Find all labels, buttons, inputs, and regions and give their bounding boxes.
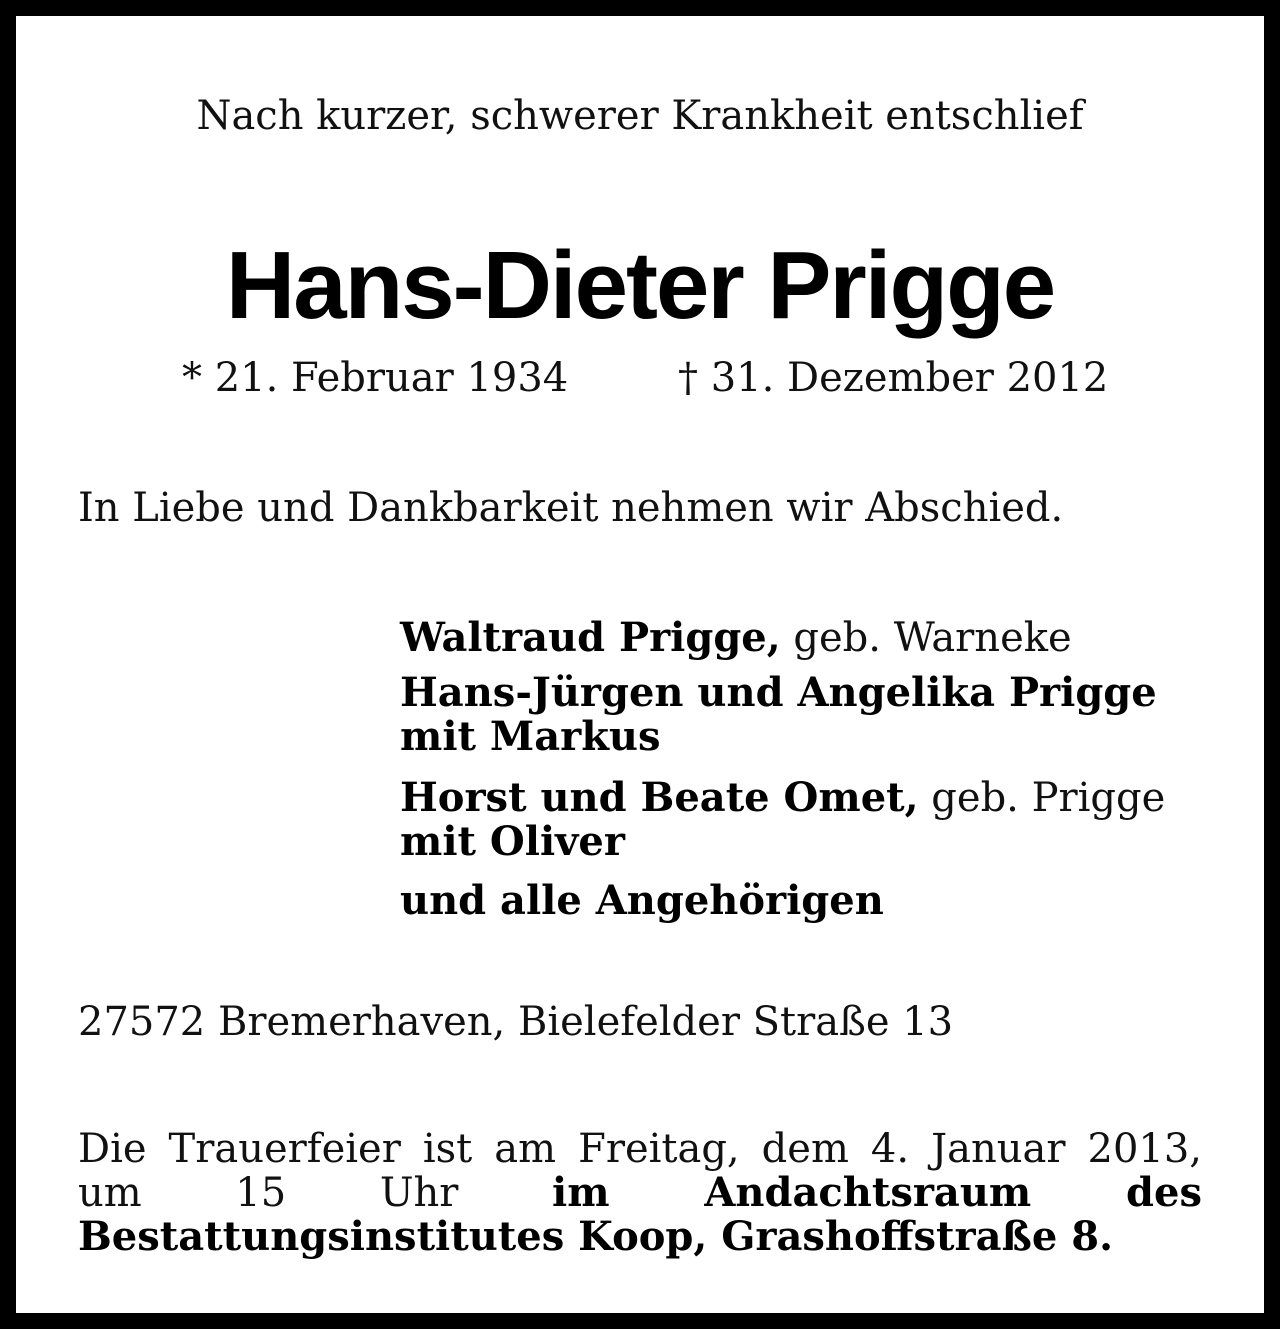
family-member-2-child bbox=[400, 714, 661, 760]
farewell-text: In Liebe und Dankbarkeit nehmen wir Abschied. bbox=[78, 485, 1064, 531]
family-member-3-child bbox=[400, 819, 625, 865]
intro-text: Nach kurzer, schwerer Krankheit entschlief bbox=[196, 93, 1084, 139]
address: 27572 Bremerhaven, Bielefelder Straße 13 bbox=[78, 999, 954, 1045]
family-member-1 bbox=[400, 615, 1072, 661]
family-member-3-child-name: mit Oliver bbox=[400, 818, 625, 865]
family-member-2 bbox=[400, 670, 1157, 716]
family-member-1-name: Waltraud Prigge, bbox=[400, 614, 781, 661]
family-relatives bbox=[400, 878, 884, 924]
family-member-1-maiden: geb. Warneke bbox=[780, 615, 1072, 661]
family-member-2-child-name: mit Markus bbox=[400, 713, 661, 760]
birth-date: * 21. Februar 1934 bbox=[182, 355, 569, 401]
family-relatives-text: und alle Angehörigen bbox=[400, 877, 884, 924]
family-member-3-name: Horst und Beate Omet, bbox=[400, 774, 919, 821]
family-member-3-maiden: geb. Prigge bbox=[918, 775, 1166, 821]
death-date: † 31. Dezember 2012 bbox=[678, 355, 1109, 401]
service-info bbox=[78, 1127, 1202, 1259]
family-member-3 bbox=[400, 775, 1165, 821]
family-member-2-name: Hans-Jürgen und Angelika Prigge bbox=[400, 669, 1157, 716]
deceased-name: Hans-Dieter Prigge bbox=[225, 232, 1055, 339]
service-info-time: Die Trauerfeier ist am Freitag, dem 4. Januar 2013, um 15 Uhr bbox=[78, 1126, 1202, 1216]
service-info-location: im Andachtsraum des Bestattungsinstitutes Koop, Grashoffstraße 8. bbox=[78, 1169, 1202, 1260]
